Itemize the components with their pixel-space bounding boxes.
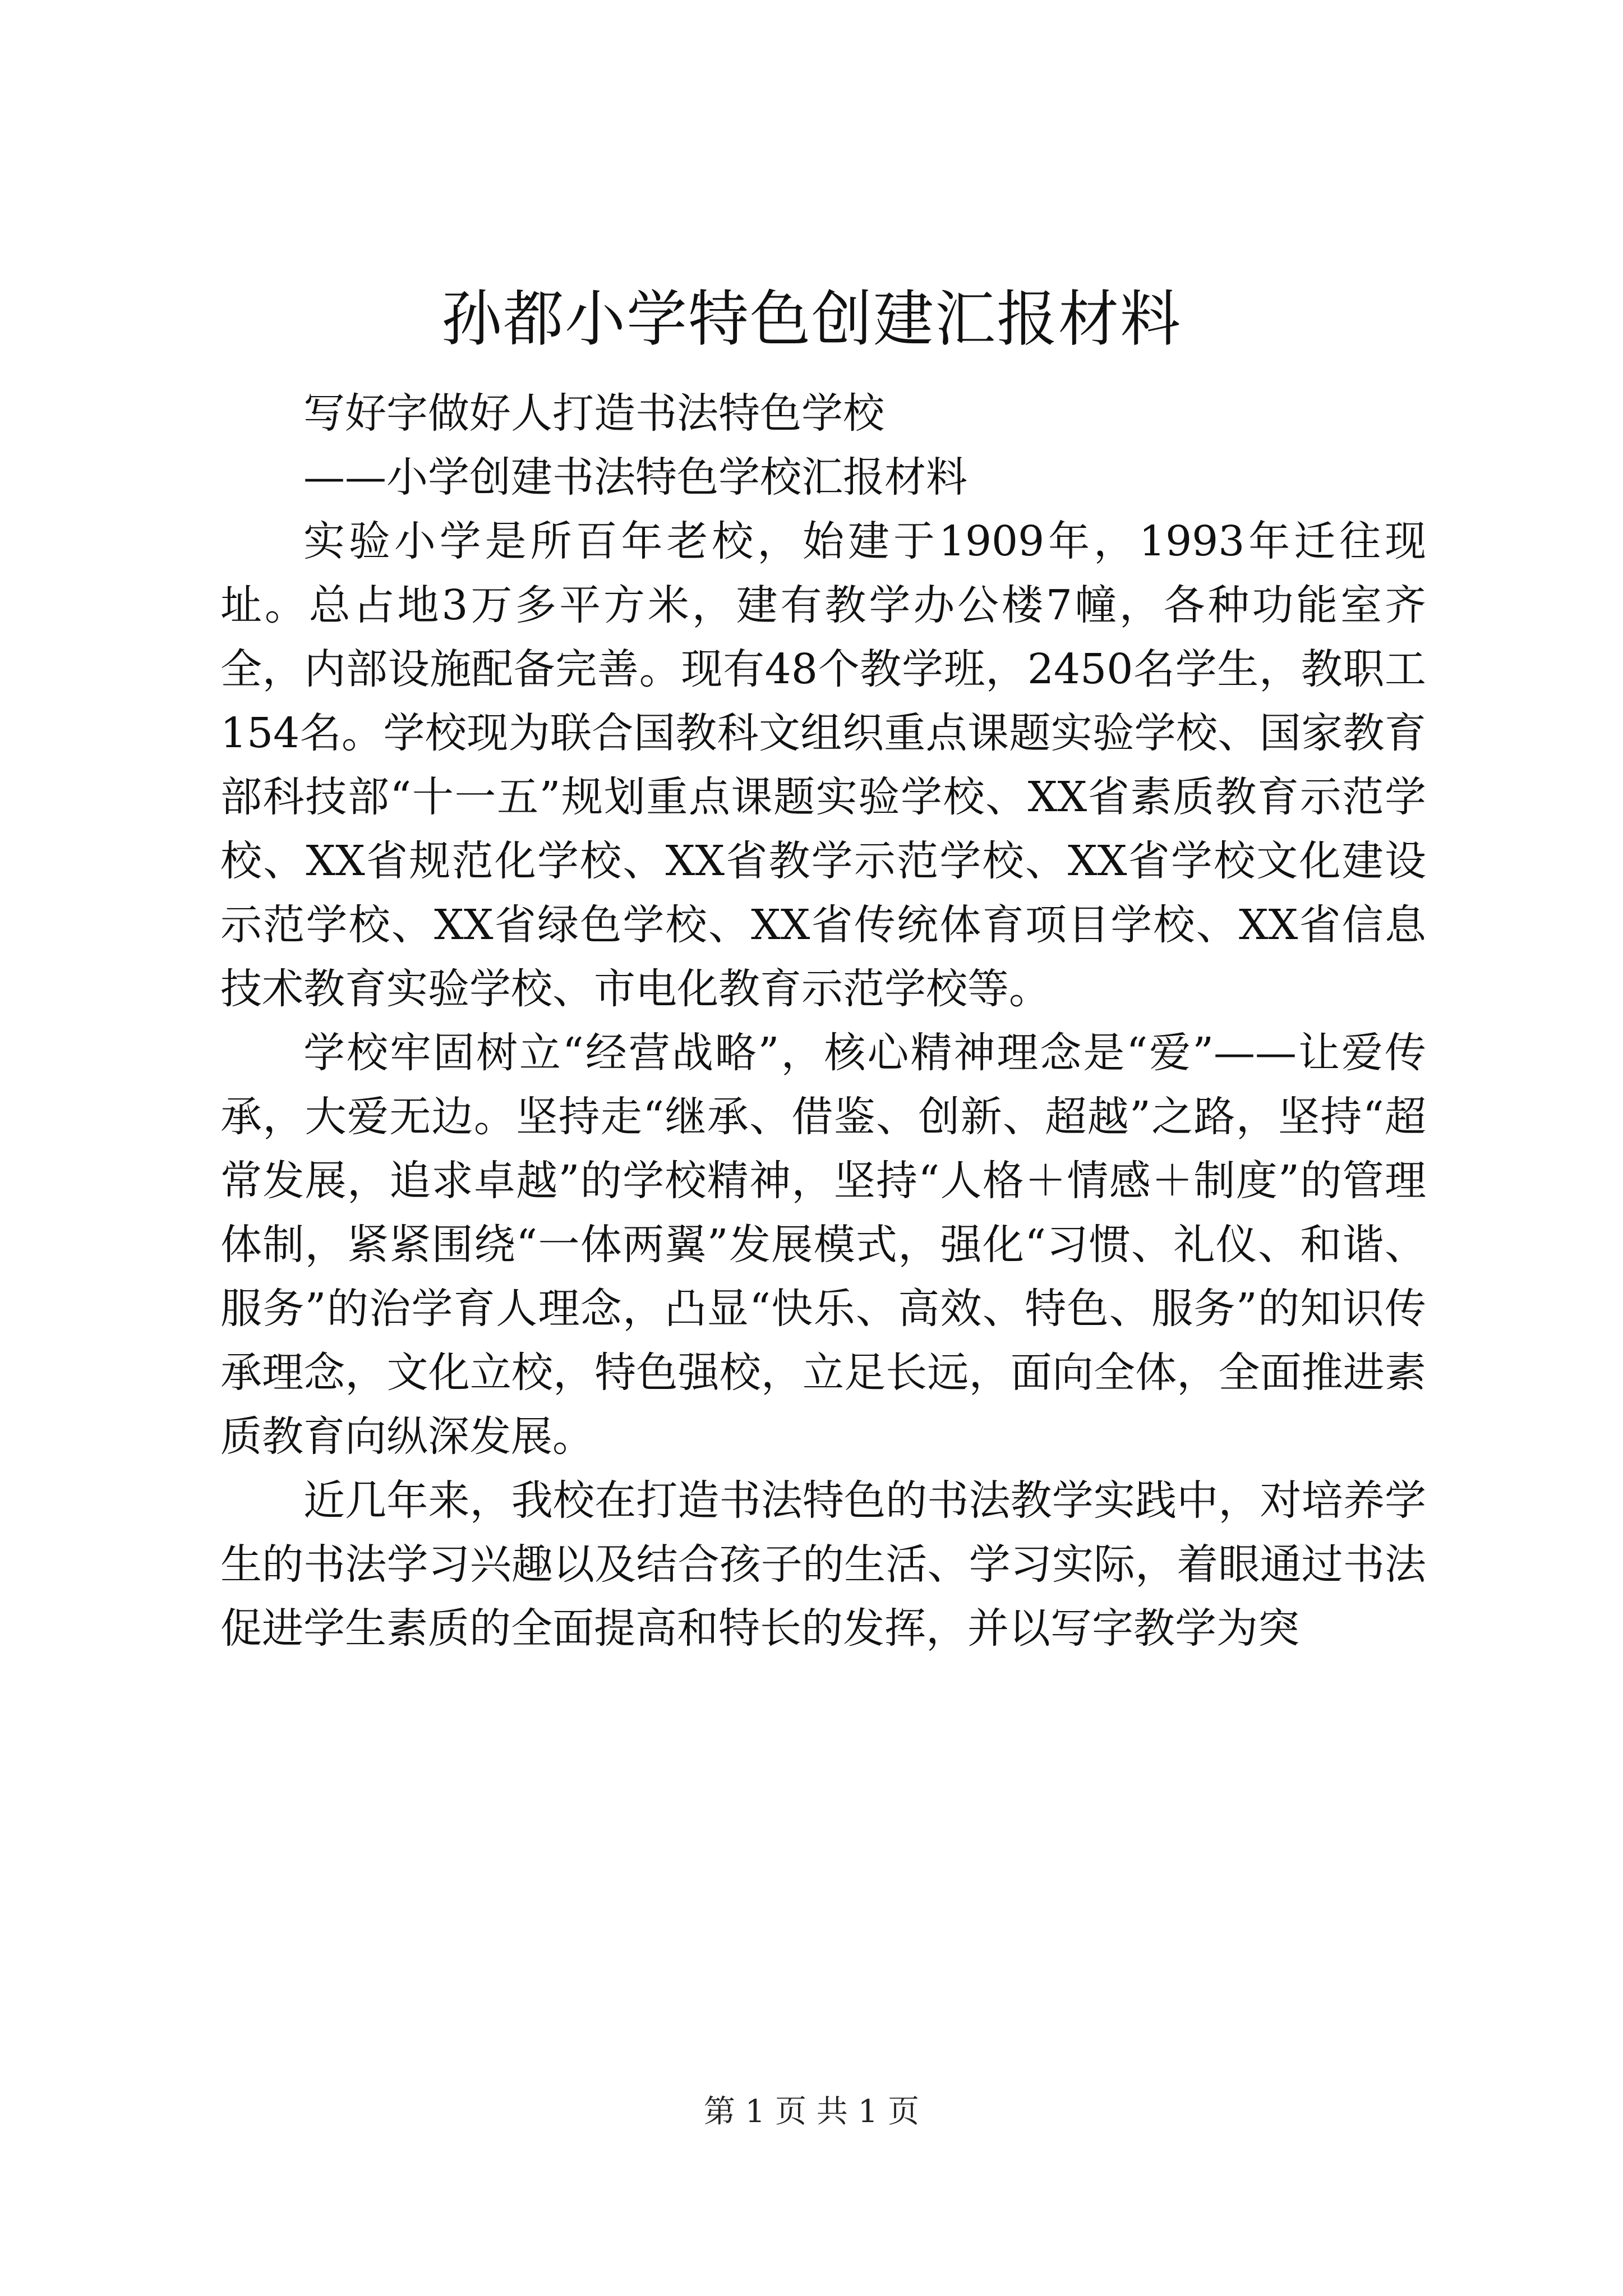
paragraph-1: 实验小学是所百年老校，始建于1909年，1993年迁往现址。总占地3万多平方米，建有教学办公楼7幢，各种功能室齐全，内部设施配备完善。现有48个教学班，2450名学生，教职工154名。学校现为联合国教科文组织重点课题实验学校、国家教育部科技部“十一五”规划重点课题实验学校、XX省素质教育示范学校、XX省规范化学校、XX省教学示范学校、XX省学校文化建设示范学校、XX省绿色学校、XX省传统体育项目学校、XX省信息技术教育实验学校、市电化教育示范学校等。 <box>220 517 1426 1013</box>
subtitle-line-1: 写好字做好人打造书法特色学校 <box>303 389 884 438</box>
subtitle-line-2: ——小学创建书法特色学校汇报材料 <box>303 453 967 501</box>
paragraph-3: 近几年来，我校在打造书法特色的书法教学实践中，对培养学生的书法学习兴趣以及结合孩子的生活、学习实际，着眼通过书法促进学生素质的全面提高和特长的发挥，并以写字教学为突 <box>220 1476 1426 1653</box>
document-body <box>220 381 1426 1660</box>
paragraph-2: 学校牢固树立“经营战略”，核心精神理念是“爱”——让爱传承，大爱无边。坚持走“继承、借鉴、创新、超越”之路，坚持“超常发展，追求卓越”的学校精神，坚持“人格＋情感＋制度”的管理体制，紧紧围绕“一体两翼”发展模式，强化“习惯、礼仪、和谐、服务”的治学育人理念，凸显“快乐、高效、特色、服务”的知识传承理念，文化立校，特色强校，立足长远，面向全体，全面推进素质教育向纵深发展。 <box>220 1029 1426 1461</box>
page-number-footer: 第 1 页 共 1 页 <box>703 2093 920 2130</box>
document-title: 孙都小学特色创建汇报材料 <box>441 284 1182 355</box>
